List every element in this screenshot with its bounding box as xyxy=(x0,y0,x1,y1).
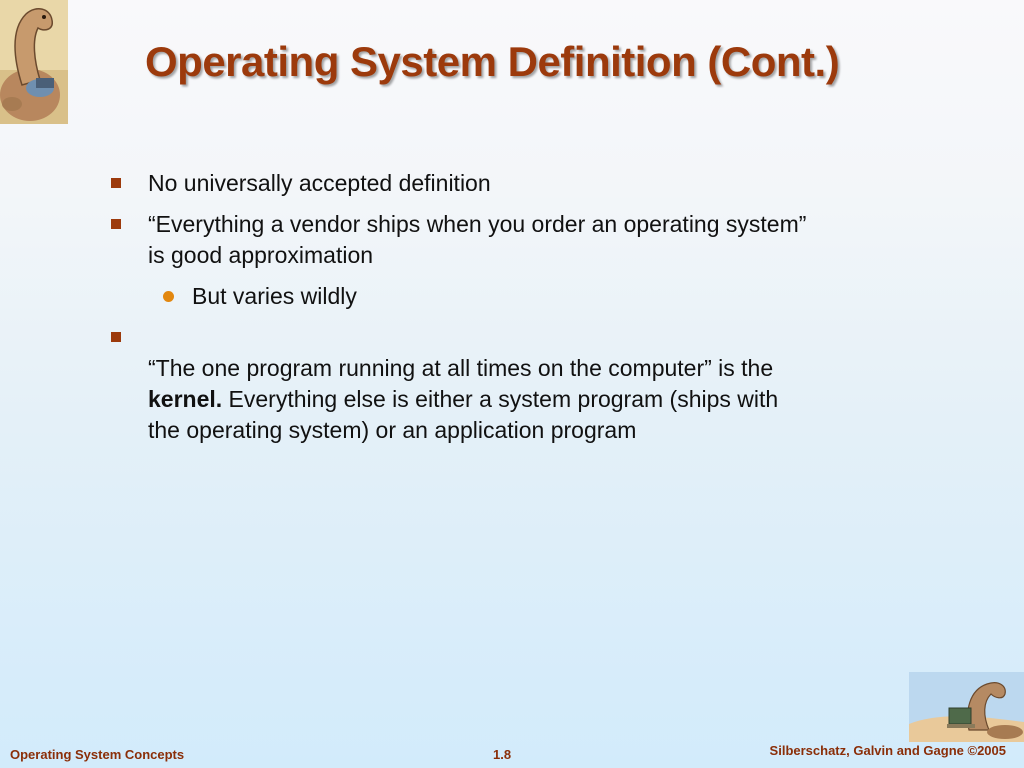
footer-copyright: Silberschatz, Galvin and Gagne ©2005 xyxy=(769,743,1006,758)
slide-title: Operating System Definition (Cont.) xyxy=(145,38,840,85)
bullet-text: “Everything a vendor ships when you order an operating system” is good approximation xyxy=(148,211,807,268)
kernel-term: kernel. xyxy=(148,386,223,412)
sub-bullet-item xyxy=(108,281,868,312)
bullet-item xyxy=(108,322,868,446)
bullet-text-before: “The one program running at all times on the computer” is the xyxy=(148,355,774,381)
bullet-item xyxy=(108,168,868,199)
dinosaur-illustration xyxy=(0,0,68,124)
bullet-list xyxy=(108,168,868,456)
footer-course-title: Operating System Concepts xyxy=(10,747,185,762)
bullet-text-after: Everything else is either a system program (ships with the operating system) or an application program xyxy=(148,386,779,443)
dinosaur-with-laptop-illustration xyxy=(909,672,1024,742)
square-bullet-icon xyxy=(111,332,121,342)
round-bullet-icon xyxy=(163,291,174,302)
footer-page-number: 1.8 xyxy=(493,747,512,762)
square-bullet-icon xyxy=(111,178,121,188)
sub-bullet-text: But varies wildly xyxy=(192,283,357,309)
bullet-item xyxy=(108,209,868,271)
square-bullet-icon xyxy=(111,219,121,229)
bullet-text: No universally accepted definition xyxy=(148,170,491,196)
